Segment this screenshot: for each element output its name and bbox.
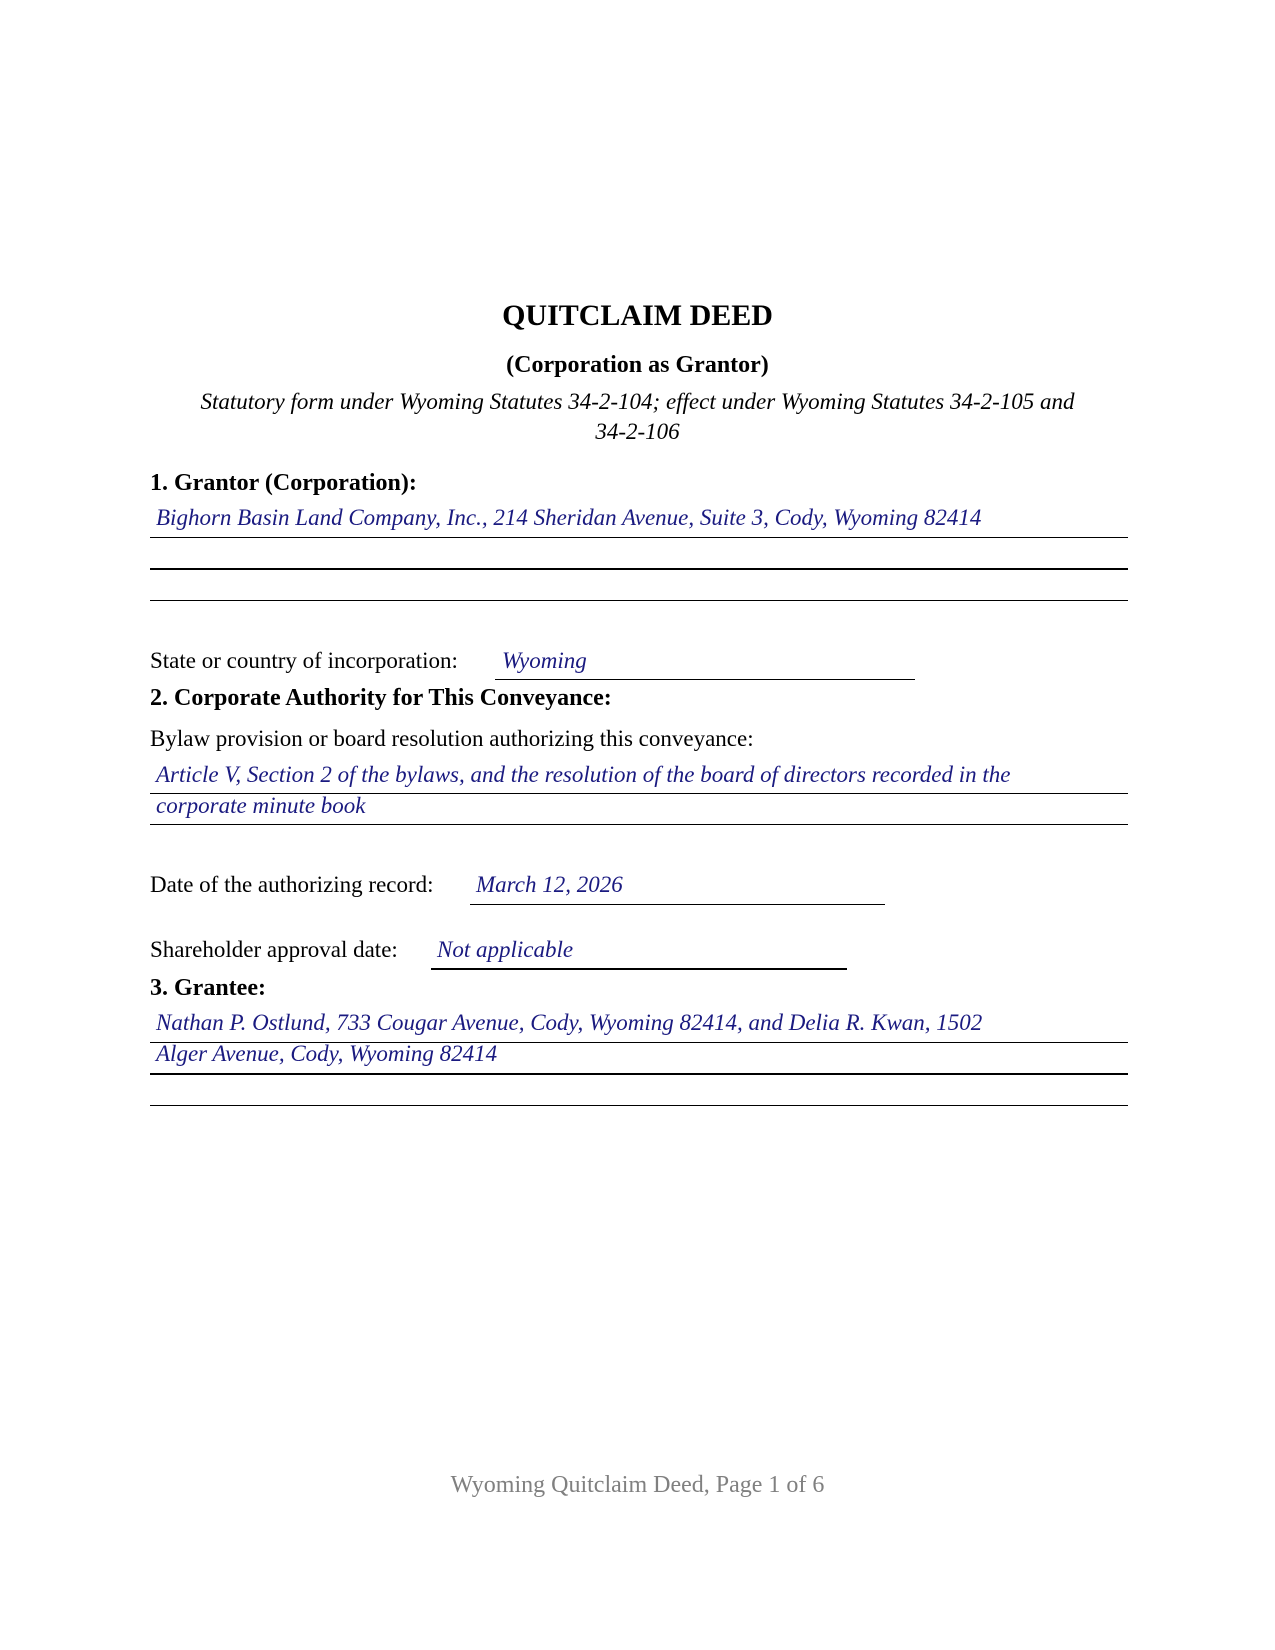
grantor-line-1	[150, 537, 1128, 538]
statute-line-1: Statutory form under Wyoming Statutes 34-2-104; effect under Wyoming Statutes 34-2-105 and	[200, 389, 1075, 414]
shareholder-line	[431, 968, 847, 970]
grantor-line-2	[150, 568, 1128, 570]
record-date-label: Date of the authorizing record:	[150, 872, 434, 897]
grantee-line-2	[150, 1073, 1128, 1075]
grantee-line-3	[150, 1105, 1128, 1106]
document-title: QUITCLAIM DEED	[502, 299, 773, 332]
grantee-value-line-1[interactable]: Nathan P. Ostlund, 733 Cougar Avenue, Cody, Wyoming 82414, and Delia R. Kwan, 1502	[156, 1010, 983, 1035]
grantor-line-3	[150, 600, 1128, 601]
page-footer: Wyoming Quitclaim Deed, Page 1 of 6	[450, 1472, 825, 1498]
incorporation-line	[495, 679, 915, 680]
provision-value-line-2[interactable]: corporate minute book	[156, 793, 366, 818]
incorporation-label: State or country of incorporation:	[150, 648, 458, 673]
shareholder-value[interactable]: Not applicable	[437, 937, 574, 962]
grantor-heading: 1. Grantor (Corporation):	[150, 470, 417, 496]
document-subtitle: (Corporation as Grantor)	[506, 352, 769, 378]
provision-label: Bylaw provision or board resolution authorizing this conveyance:	[150, 726, 754, 751]
statute-line-2: 34-2-106	[595, 419, 680, 444]
record-date-line	[470, 904, 885, 905]
record-date-value[interactable]: March 12, 2026	[476, 872, 623, 897]
authority-heading: 2. Corporate Authority for This Conveyance:	[150, 685, 612, 711]
grantor-value[interactable]: Bighorn Basin Land Company, Inc., 214 Sheridan Avenue, Suite 3, Cody, Wyoming 82414	[156, 505, 982, 530]
shareholder-label: Shareholder approval date:	[150, 937, 398, 962]
statute-reference	[150, 387, 1125, 447]
grantee-heading: 3. Grantee:	[150, 975, 266, 1001]
provision-value-line-1[interactable]: Article V, Section 2 of the bylaws, and the resolution of the board of directors recorded in the	[156, 762, 1011, 787]
grantee-value-line-2[interactable]: Alger Avenue, Cody, Wyoming 82414	[156, 1041, 498, 1066]
provision-line-2	[150, 824, 1128, 825]
incorporation-value[interactable]: Wyoming	[502, 648, 587, 673]
